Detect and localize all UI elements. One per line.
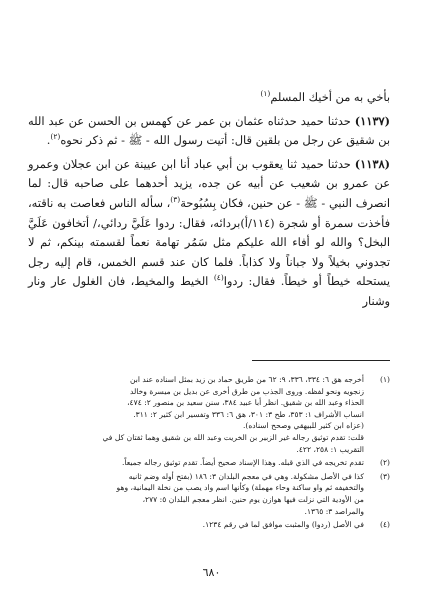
manuscript-folio-marker: (١١٤/أ) — [240, 215, 275, 230]
hadith-1138-text-part2: ، سأله الناس فعاصت به ناقته، فأخذت سمرة أو شجرة — [28, 195, 391, 230]
footnote-4 — [28, 519, 390, 531]
hadith-1137-text: حدثنا حميد حدثناه عثمان بن عمر عن كهمس بن الحسن عن عبد الله بن شقيق عن رجل من بلقين قال: أتيت رسول الله - ﷺ - ثم ذكر نحوه — [28, 113, 390, 148]
hadith-1138-text-part3: بردائه، فقال: ردوا عَلَيَّ ردائي،/ أتخافون عَلَيَّ البخل؟ والله لو أفاء الله عليكم مثل سَمُر تهامة نعماً لقسمته بينكم، ثم لا تجدوني بخيلاً ولا جباناً ولا كذاباً. فلما كان عند قسم الخمس، قام إليه رجل يستحله خيطاً أو خيطاً. فقال: ردوا — [28, 215, 391, 289]
opening-text: بأخي به من أخيك المسلم — [270, 90, 390, 104]
footnote-line: انساب الأشراف ١: ٣٥٣، طح ٣: ٣٠١، هق ٦: ٣٣٦ وتفسير ابن كثير ٢: ٣١١. — [133, 409, 364, 419]
footnote-line: الحذاء وعبد الله بن شقيق. انظر أبا عبيد ٣٨٤، سنن سعيد بن منصور ٢: ٤٧٤، — [127, 398, 364, 408]
footnote-number: (٣) — [379, 471, 390, 481]
footnote-line: (عزاه ابن كثير للبيهقي وصحح اسناده). — [242, 421, 364, 431]
footnote-text — [28, 374, 364, 455]
footnote-divider — [252, 360, 390, 361]
footnote-number: (٤) — [379, 520, 390, 530]
footnote-text — [28, 471, 364, 517]
footnote-ref-1: (١) — [260, 89, 271, 99]
page-number: ٦٨٠ — [202, 566, 221, 579]
footnote-line: كذا في الأصل مشكولة. وهي في معجم البلدان ٣: ١٨٦ (بفتح أوله وضم ثانيه — [128, 471, 364, 481]
footnote-line: والتخفيفه ثم واو ساكنة وحاء مهملة) وكأنها اسم واد يصب من نخلة اليمانية، وهو — [116, 483, 364, 493]
footnote-text — [28, 519, 364, 531]
main-text — [28, 88, 390, 312]
footnote-ref-3: (٣) — [170, 195, 181, 205]
hadith-1137 — [28, 112, 390, 151]
footnote-line: والمراصد ٣: ١٣٦٥. — [304, 506, 364, 516]
footnote-3 — [28, 471, 390, 517]
hadith-number-1138: (١١٣٨) — [354, 156, 391, 171]
footnote-2 — [28, 457, 390, 469]
hadith-1137-end: . — [46, 133, 51, 148]
footnote-text — [28, 457, 364, 469]
footnote-line: في الأصل (ردوا) والمثبت موافق لما في رقم ١٢٣٤. — [202, 520, 364, 530]
footnote-number: (١) — [379, 375, 390, 384]
footnote-line: زنجويه ونحو لفظه. وروى الجذب من طرق أخرى عن بديل بن ميسرة وخالد — [130, 386, 364, 396]
footnote-ref-4: (٤) — [213, 273, 224, 283]
footnote-line: تقدم تخريجه في الذي قبله. وهذا الإسناد صحيح أيضاً. تقدم توثيق رجاله جميعاً. — [121, 458, 364, 468]
footnote-number: (٢) — [379, 458, 390, 468]
footnote-line: من الأودية التي نزلت فيها هوازن يوم حنين. انظر معجم البلدان ٥: ٢٧٧، — [142, 494, 364, 504]
footnote-1 — [28, 374, 390, 455]
hadith-1138-text-part1: حدثنا حميد ثنا يعقوب بن أبي عباد أنا ابن عيينة عن ابن عجلان وعمرو عن عمرو بن شعيب عن أبيه عن جده، يزيد أحدهما على صاحبه قال: لما انصرف النبي - ﷺ - عن حنين، فكان بِسُبُوحة — [28, 156, 390, 210]
footnote-line: أخرجه هق ٦: ٣٣٤، ٣٣٦، ٩: ٦٢ من طريق حماد بن زيد بمثل اسناده عند ابن — [129, 375, 364, 384]
footnote-line: التقريب ١: ٢٥٨، ٤٢٢. — [296, 444, 364, 454]
hadith-1138 — [28, 155, 390, 312]
opening-line — [28, 88, 390, 108]
hadith-1138-text-part4: الخيط والمخيط، فان الغلول عار ونار وشنار — [28, 274, 390, 308]
footnote-ref-2: (٢) — [50, 132, 61, 142]
footnotes — [28, 374, 390, 533]
hadith-number-1137: (١١٣٧) — [354, 113, 391, 128]
footnote-line: قلت: تقدم توثيق رجاله غير الزبير بن الخريت وعبد الله بن شقيق وهما ثقتان كل في — [102, 432, 364, 442]
